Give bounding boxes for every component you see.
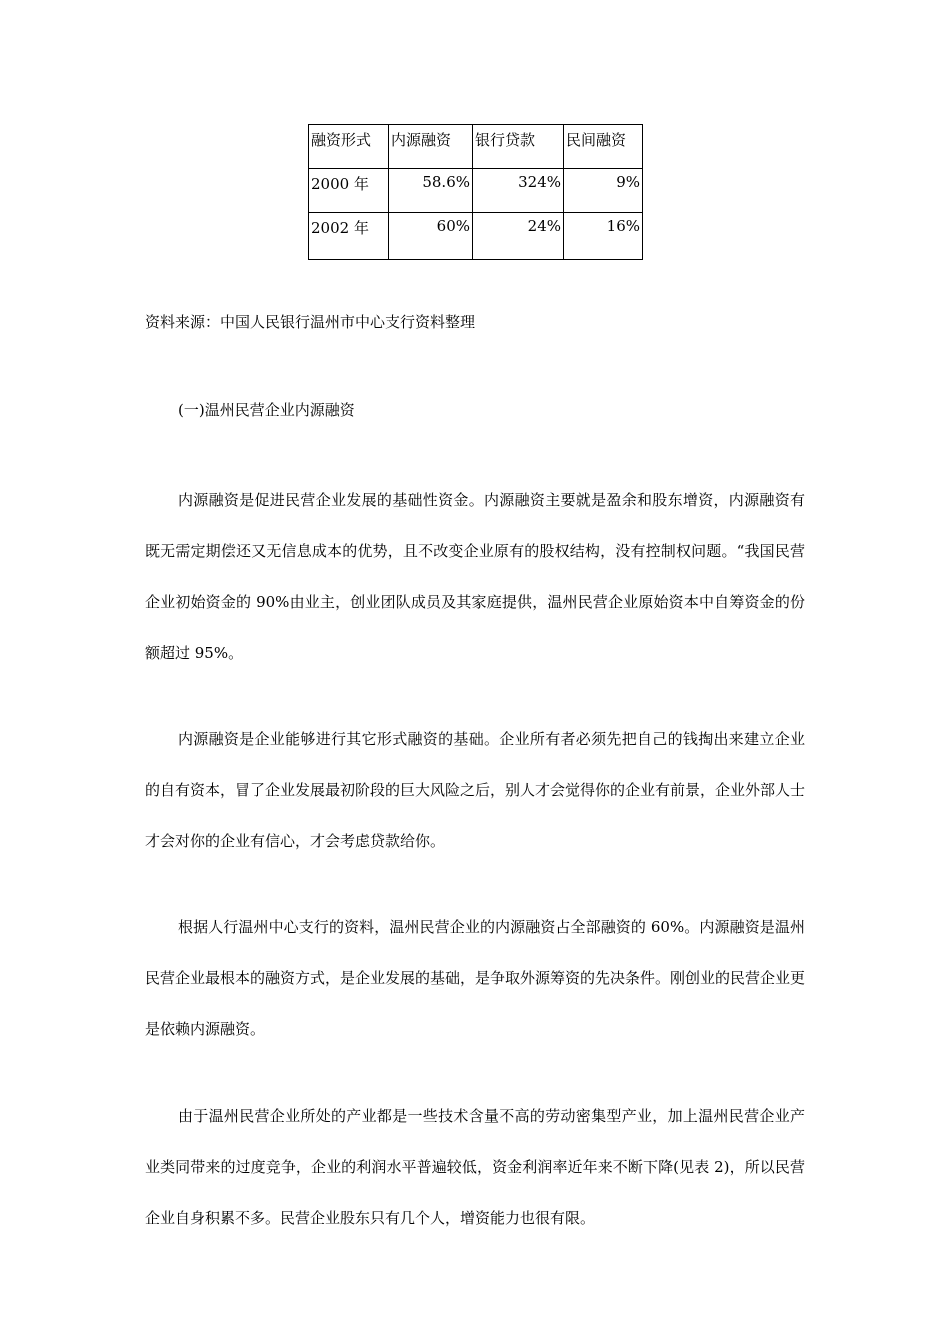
table-header-cell: 融资形式 (309, 125, 389, 169)
table-cell: 324% (473, 169, 564, 213)
source-note: 资料来源：中国人民银行温州市中心支行资料整理 (145, 313, 476, 331)
table-cell: 16% (564, 213, 643, 260)
table-row (309, 169, 643, 213)
paragraph: 内源融资是企业能够进行其它形式融资的基础。企业所有者必须先把自己的钱掏出来建立企业的自有资本，冒了企业发展最初阶段的巨大风险之后，别人才会觉得你的企业有前景，企业外部人士才会对你的企业有信心，才会考虑贷款给你。 (145, 730, 806, 850)
financing-structure-table (308, 124, 643, 260)
table-header-row (309, 125, 643, 169)
table-cell-year: 2000 年 (309, 169, 389, 213)
paragraph: 内源融资是促进民营企业发展的基础性资金。内源融资主要就是盈余和股东增资，内源融资有既无需定期偿还又无信息成本的优势，且不改变企业原有的股权结构，没有控制权问题。“我国民营企业初始资金的 90%由业主，创业团队成员及其家庭提供，温州民营企业原始资本中自筹资金的份额超过 95%。 (145, 491, 805, 662)
table-cell: 58.6% (389, 169, 473, 213)
table-cell: 60% (389, 213, 473, 260)
table-cell: 9% (564, 169, 643, 213)
table-header-cell: 民间融资 (564, 125, 643, 169)
table-header-cell: 内源融资 (389, 125, 473, 169)
table-header-cell: 银行贷款 (473, 125, 564, 169)
section-heading: (一)温州民营企业内源融资 (178, 401, 355, 419)
table-cell: 24% (473, 213, 564, 260)
paragraph: 由于温州民营企业所处的产业都是一些技术含量不高的劳动密集型产业，加上温州民营企业产业类同带来的过度竞争，企业的利润水平普遍较低，资金利润率近年来不断下降(见表 2)，所以民营企业自身积累不多。民营企业股东只有几个人，增资能力也很有限。 (145, 1107, 805, 1227)
table-row (309, 213, 643, 260)
paragraph: 根据人行温州中心支行的资料，温州民营企业的内源融资占全部融资的 60%。内源融资是温州民营企业最根本的融资方式，是企业发展的基础，是争取外源筹资的先决条件。刚创业的民营企业更是依赖内源融资。 (145, 918, 806, 1038)
table-cell-year: 2002 年 (309, 213, 389, 260)
